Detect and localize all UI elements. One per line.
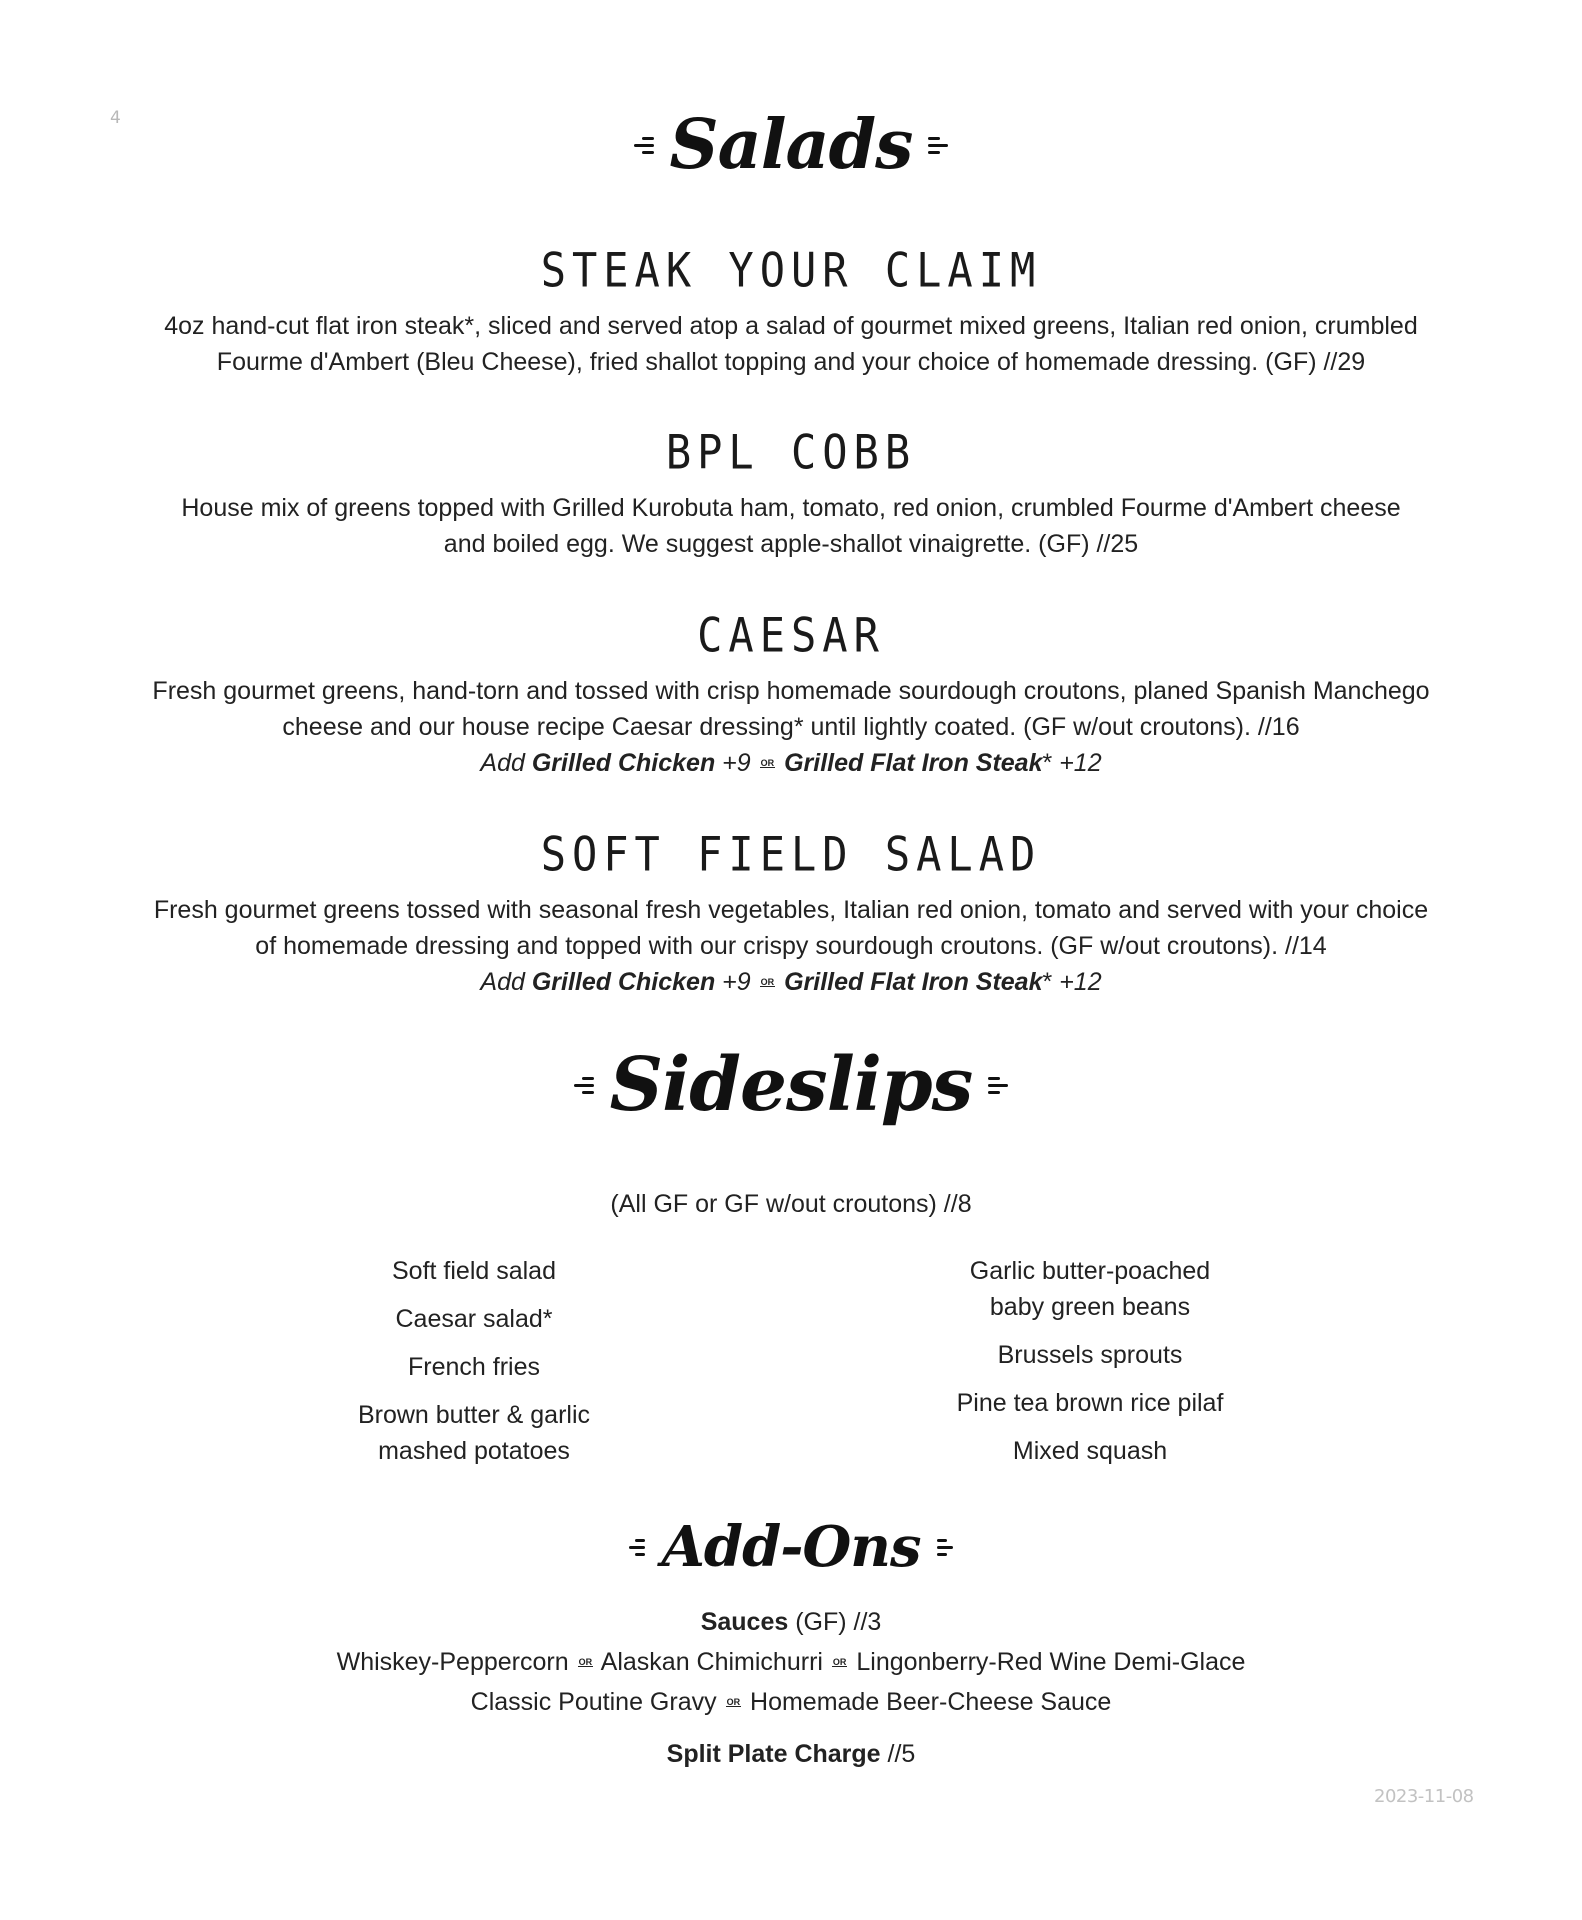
- side-item: Soft field salad: [392, 1257, 556, 1285]
- side-item: Brussels sprouts: [997, 1341, 1183, 1369]
- desc-line: of homemade dressing and topped with our crispy sourdough croutons. (GF w/out croutons). //14: [255, 932, 1327, 960]
- addons-section: [0, 1602, 1582, 1774]
- item-title-soft-field-salad: SOFT FIELD SALAD: [540, 827, 1042, 882]
- sauces-line: Sauces (GF) //3: [700, 1608, 882, 1636]
- item-desc-steak-your-claim: [100, 308, 1482, 380]
- side-item: Pine tea brown rice pilaf: [956, 1389, 1224, 1417]
- salads-title: Salads: [669, 105, 913, 185]
- item-desc-caesar: [100, 673, 1482, 781]
- or-separator: OR: [832, 1657, 847, 1667]
- desc-line: Fresh gourmet greens, hand-torn and tossed with crisp homemade sourdough croutons, planed Spanish Manchego: [152, 677, 1430, 705]
- or-separator: OR: [760, 758, 775, 768]
- sideslips-left-column: [264, 1253, 684, 1481]
- sauces-list-line-2: Classic Poutine Gravy OR Homemade Beer-Cheese Sauce: [470, 1688, 1112, 1716]
- sideslips-note: (All GF or GF w/out croutons) //8: [610, 1190, 972, 1218]
- desc-line: Fourme d'Ambert (Bleu Cheese), fried shallot topping and your choice of homemade dressing. (GF) //29: [216, 348, 1366, 376]
- addon-line: Add Grilled Chicken +9 OR Grilled Flat Iron Steak* +12: [480, 749, 1102, 777]
- date-stamp: 2023-11-08: [1374, 1786, 1474, 1807]
- item-title-bpl-cobb: BPL COBB: [665, 425, 917, 480]
- item-title-caesar: CAESAR: [697, 608, 885, 663]
- side-item: Mixed squash: [1012, 1437, 1168, 1465]
- desc-line: Fresh gourmet greens tossed with seasonal fresh vegetables, Italian red onion, tomato and served with your choice: [153, 896, 1429, 924]
- item-desc-bpl-cobb: [100, 490, 1482, 562]
- right-dash-ornament: [988, 1077, 1008, 1094]
- split-plate-line: Split Plate Charge //5: [666, 1740, 916, 1768]
- sideslips-title: Sideslips: [609, 1042, 973, 1128]
- sauces-list-line-1: Whiskey-Peppercorn OR Alaskan Chimichurri OR Lingonberry-Red Wine Demi-Glace: [336, 1648, 1246, 1676]
- left-dash-ornament: [629, 1539, 645, 1556]
- desc-line: and boiled egg. We suggest apple-shallot vinaigrette. (GF) //25: [443, 530, 1139, 558]
- side-item: French fries: [408, 1353, 540, 1381]
- or-separator: OR: [726, 1697, 741, 1707]
- side-item: Garlic butter-poached baby green beans: [969, 1257, 1211, 1321]
- desc-line: cheese and our house recipe Caesar dressing* until lightly coated. (GF w/out croutons). //16: [282, 713, 1300, 741]
- left-dash-ornament: [634, 137, 654, 154]
- left-dash-ornament: [574, 1077, 594, 1094]
- item-title-steak-your-claim: STEAK YOUR CLAIM: [540, 243, 1042, 298]
- page-number: 4: [110, 108, 121, 128]
- salads-heading: [0, 105, 1582, 185]
- or-separator: OR: [578, 1657, 593, 1667]
- side-item: Caesar salad*: [395, 1305, 553, 1333]
- right-dash-ornament: [937, 1539, 953, 1556]
- sideslips-right-column: [880, 1253, 1300, 1481]
- item-desc-soft-field-salad: [100, 892, 1482, 1000]
- addons-title: Add-Ons: [661, 1514, 921, 1580]
- addons-heading: [0, 1512, 1582, 1582]
- sideslips-heading: [0, 1040, 1582, 1130]
- addon-line: Add Grilled Chicken +9 OR Grilled Flat Iron Steak* +12: [480, 968, 1102, 996]
- right-dash-ornament: [928, 137, 948, 154]
- side-item: Brown butter & garlic mashed potatoes: [357, 1401, 591, 1465]
- desc-line: House mix of greens topped with Grilled Kurobuta ham, tomato, red onion, crumbled Fourme d'Ambert cheese: [181, 494, 1401, 522]
- or-separator: OR: [760, 977, 775, 987]
- desc-line: 4oz hand-cut flat iron steak*, sliced and served atop a salad of gourmet mixed greens, Italian red onion, crumbled: [164, 312, 1418, 340]
